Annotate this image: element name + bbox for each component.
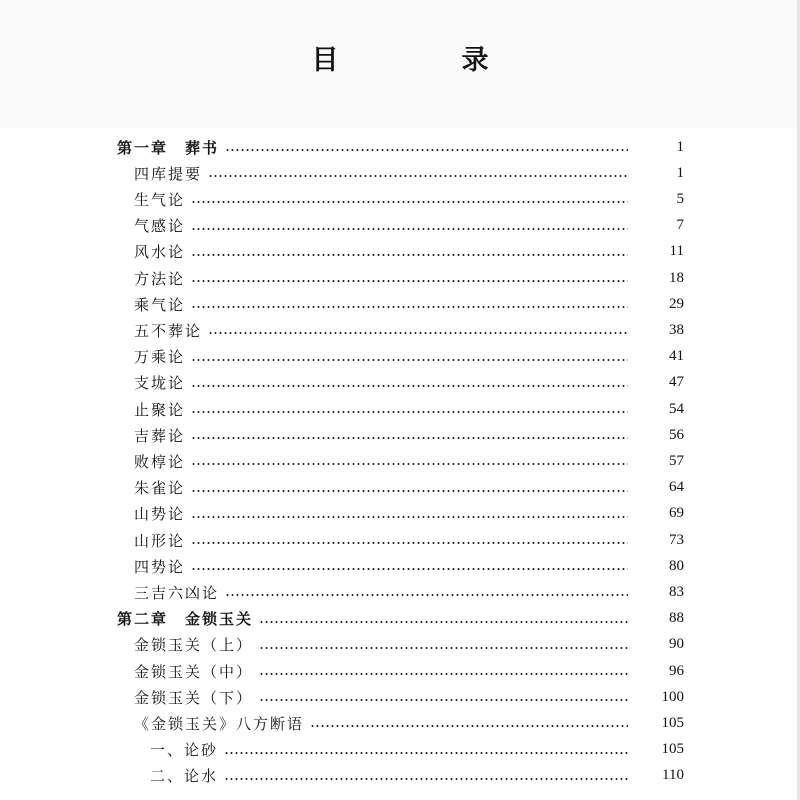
dot-leader: [208, 175, 628, 177]
toc-page-number: 29: [628, 296, 800, 313]
toc-entry-label: 生气论: [134, 189, 191, 210]
dot-leader: [224, 752, 628, 754]
toc-entry-label: 五不葬论: [134, 320, 208, 341]
toc-entry[interactable]: [0, 475, 800, 501]
dot-leader: [310, 725, 628, 727]
toc-page-number: 105: [628, 715, 800, 732]
toc-page-number: 105: [628, 741, 800, 758]
toc-entry[interactable]: [0, 553, 800, 579]
toc-entry[interactable]: [0, 710, 800, 736]
dot-leader: [191, 542, 628, 544]
toc-entry[interactable]: [0, 763, 800, 789]
toc-page-number: 38: [628, 322, 800, 339]
toc-page-number: 80: [628, 558, 800, 575]
toc-entry[interactable]: [0, 448, 800, 474]
toc-entry[interactable]: [0, 658, 800, 684]
toc-page-number: 100: [628, 689, 800, 706]
toc-entry-label: 山势论: [134, 503, 191, 524]
dot-leader: [191, 463, 628, 465]
toc-page-number: 1: [628, 165, 800, 182]
toc-page-number: 5: [628, 191, 800, 208]
toc-entry-label: 万乘论: [134, 346, 191, 367]
toc-entry-label: 方法论: [134, 268, 191, 289]
toc-entry-label: 第二章 金锁玉关: [117, 608, 259, 629]
toc-entry[interactable]: [0, 213, 800, 239]
dot-leader: [191, 437, 628, 439]
toc-entry[interactable]: [0, 632, 800, 658]
toc-entry[interactable]: [0, 317, 800, 343]
toc-entry[interactable]: [0, 344, 800, 370]
table-of-contents: [0, 134, 800, 800]
toc-page-number: 73: [628, 532, 800, 549]
dot-leader: [191, 280, 628, 282]
toc-page-number: 83: [628, 584, 800, 601]
dot-leader: [259, 621, 628, 623]
dot-leader: [225, 594, 628, 596]
toc-page-number: 7: [628, 217, 800, 234]
toc-page-number: 47: [628, 374, 800, 391]
toc-entry[interactable]: [0, 396, 800, 422]
toc-page-number: 57: [628, 453, 800, 470]
dot-leader: [191, 568, 628, 570]
toc-entry-label: 气感论: [134, 215, 191, 236]
dot-leader: [191, 385, 628, 387]
toc-page-number: 88: [628, 610, 800, 627]
toc-chapter-entry[interactable]: [0, 606, 800, 632]
toc-entry[interactable]: [0, 579, 800, 605]
toc-entry-label: 金锁玉关（上）: [134, 634, 259, 655]
toc-chapter-entry[interactable]: [0, 134, 800, 160]
dot-leader: [191, 228, 628, 230]
toc-page-number: 96: [628, 663, 800, 680]
toc-entry[interactable]: [0, 160, 800, 186]
toc-entry-label: 吉葬论: [134, 425, 191, 446]
toc-page-number: 11: [628, 243, 800, 260]
dot-leader: [191, 201, 628, 203]
toc-page-number: 90: [628, 636, 800, 653]
page-title: 目 录: [311, 45, 537, 76]
dot-leader: [191, 516, 628, 518]
dot-leader: [191, 490, 628, 492]
toc-entry-label: 风水论: [134, 241, 191, 262]
toc-entry-label: 乘气论: [134, 294, 191, 315]
toc-entry[interactable]: [0, 186, 800, 212]
toc-entry-label: 止聚论: [134, 399, 191, 420]
dot-leader: [191, 411, 628, 413]
toc-page-number: 69: [628, 505, 800, 522]
toc-page-number: 56: [628, 427, 800, 444]
toc-entry-label: 第一章 葬书: [117, 137, 225, 158]
dot-leader: [259, 673, 628, 675]
dot-leader: [259, 647, 628, 649]
toc-page-number: 54: [628, 401, 800, 418]
toc-entry-label: 支垅论: [134, 372, 191, 393]
toc-entry-label: 四势论: [134, 556, 191, 577]
toc-entry[interactable]: [0, 422, 800, 448]
toc-page-number: 41: [628, 348, 800, 365]
toc-entry-label: 朱雀论: [134, 477, 191, 498]
toc-page-number: 110: [628, 767, 800, 784]
toc-page-number: 1: [628, 139, 800, 156]
toc-entry-label: 山形论: [134, 530, 191, 551]
toc-entry[interactable]: [0, 370, 800, 396]
toc-entry-label: 败椁论: [134, 451, 191, 472]
dot-leader: [191, 254, 628, 256]
toc-entry[interactable]: [0, 527, 800, 553]
toc-entry-label: 《金锁玉关》八方断语: [134, 713, 310, 734]
toc-entry-label: 一、论砂: [150, 739, 224, 760]
toc-entry-label: 三吉六凶论: [134, 582, 225, 603]
toc-page-number: 18: [628, 270, 800, 287]
dot-leader: [191, 306, 628, 308]
dot-leader: [208, 332, 628, 334]
toc-entry[interactable]: [0, 291, 800, 317]
toc-entry-label: 二、论水: [150, 765, 224, 786]
toc-entry-label: 金锁玉关（下）: [134, 687, 259, 708]
toc-entry[interactable]: [0, 737, 800, 763]
toc-entry-label: 金锁玉关（中）: [134, 661, 259, 682]
toc-entry-label: 四库提要: [134, 163, 208, 184]
toc-entry[interactable]: [0, 265, 800, 291]
dot-leader: [259, 699, 628, 701]
dot-leader: [225, 149, 628, 151]
toc-entry[interactable]: [0, 501, 800, 527]
dot-leader: [191, 359, 628, 361]
toc-entry[interactable]: [0, 239, 800, 265]
toc-page-number: 64: [628, 479, 800, 496]
dot-leader: [224, 778, 628, 780]
toc-entry[interactable]: [0, 684, 800, 710]
